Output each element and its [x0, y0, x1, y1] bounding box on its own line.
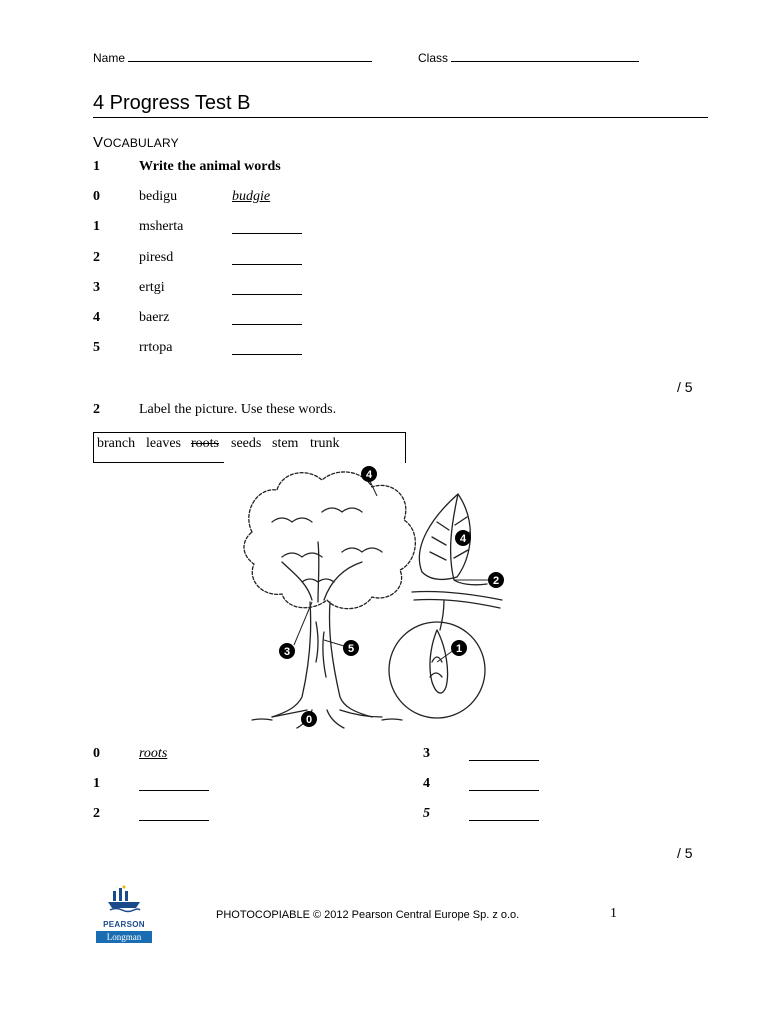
exercise2-answer-blank[interactable] [469, 820, 539, 821]
exercise1-answer-blank[interactable] [232, 324, 302, 325]
exercise1-item-word: msherta [139, 219, 184, 234]
marker-label: 0 [305, 714, 313, 726]
section-first-letter: V [93, 134, 104, 151]
tree-picture [232, 462, 512, 734]
exercise1-number: 1 [93, 159, 100, 174]
marker-4-leaf [455, 530, 471, 546]
name-label: Name [93, 51, 126, 65]
exercise2-answer-blank[interactable] [469, 790, 539, 791]
exercise1-item-number: 2 [93, 250, 100, 265]
exercise1-answer-blank[interactable] [232, 233, 302, 234]
exercise2-number: 2 [93, 402, 100, 417]
name-blank[interactable] [128, 49, 372, 62]
logo-longman-text: Longman [96, 931, 152, 943]
marker-label: 1 [455, 643, 463, 655]
marker-label: 4 [365, 469, 373, 481]
word-box-bottom-rule [93, 462, 224, 463]
class-label: Class [418, 51, 449, 65]
pearson-longman-logo [96, 885, 152, 947]
marker-1 [437, 640, 467, 662]
word-box-word: branch [97, 436, 136, 451]
exercise1-item-answer: budgie [232, 189, 271, 204]
marker-5 [324, 640, 359, 656]
exercise1-item-word: bedigu [139, 189, 178, 204]
exercise1-item-number: 1 [93, 219, 100, 234]
marker-3 [279, 602, 312, 659]
tree-drawing [244, 472, 502, 728]
exercise2-answer-number: 5 [423, 806, 430, 821]
exercise1-item-word: baerz [139, 310, 170, 325]
word-box-word: stem [272, 436, 299, 451]
exercise2-answer-blank[interactable] [469, 760, 539, 761]
exercise1-item-number: 5 [93, 340, 100, 355]
marker-4-tree [361, 466, 377, 496]
section-rest: OCABULARY [103, 136, 179, 150]
exercise1-item-word: piresd [139, 250, 174, 265]
exercise2-instruction: Label the picture. Use these words. [139, 402, 337, 417]
exercise1-item-word: ertgi [139, 280, 165, 295]
exercise2-answer-number: 3 [423, 746, 430, 761]
logo-ship-icon [96, 885, 152, 915]
picture-number-markers [279, 466, 504, 727]
page-title: 4 Progress Test B [93, 92, 251, 114]
exercise2-answer-number: 1 [93, 776, 100, 791]
class-blank[interactable] [451, 49, 639, 62]
word-box-word: seeds [231, 436, 262, 451]
exercise1-score: / 5 [677, 379, 693, 395]
exercise2-answer-blank[interactable] [139, 820, 209, 821]
exercise1-answer-blank[interactable] [232, 294, 302, 295]
word-box-word: trunk [310, 436, 340, 451]
exercise2-answer-text: roots [139, 746, 168, 761]
marker-label: 5 [347, 643, 355, 655]
exercise1-answer-blank[interactable] [232, 264, 302, 265]
title-rule [93, 117, 708, 118]
exercise2-answer-blank[interactable] [139, 790, 209, 791]
exercise1-item-number: 4 [93, 310, 100, 325]
marker-label: 2 [492, 575, 500, 587]
exercise2-answer-number: 0 [93, 746, 100, 761]
word-box-word: leaves [146, 436, 181, 451]
exercise1-instruction: Write the animal words [139, 159, 281, 174]
word-box-word: roots [191, 436, 219, 451]
marker-label: 4 [459, 533, 467, 545]
exercise1-item-number: 3 [93, 280, 100, 295]
section-heading [93, 134, 179, 151]
copyright-text: PHOTOCOPIABLE © 2012 Pearson Central Europe Sp. z o.o. [216, 909, 520, 921]
logo-pearson-text: PEARSON [103, 920, 145, 929]
name-field [93, 49, 372, 65]
marker-label: 3 [283, 646, 291, 658]
page-number: 1 [610, 906, 617, 921]
class-field [418, 49, 639, 65]
exercise2-score: / 5 [677, 845, 693, 861]
exercise1-answer-blank[interactable] [232, 354, 302, 355]
exercise1-item-word: rrtopa [139, 340, 173, 355]
marker-0 [301, 711, 317, 727]
exercise2-answer-number: 2 [93, 806, 100, 821]
exercise1-item-number: 0 [93, 189, 100, 204]
marker-2 [454, 572, 504, 588]
exercise2-answer-number: 4 [423, 776, 430, 791]
